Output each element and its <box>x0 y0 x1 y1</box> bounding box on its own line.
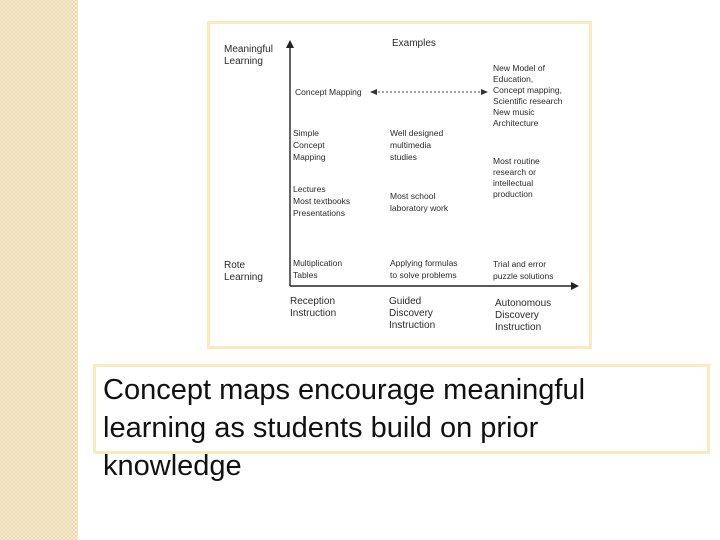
cell-line: Scientific research <box>493 96 563 106</box>
cell-line: Architecture <box>493 118 539 128</box>
cell-col3-trial-error <box>493 259 553 281</box>
y-top-line-1: Meaningful <box>224 44 273 55</box>
cell-col1-lectures <box>293 184 353 218</box>
x-label-line: Discovery <box>389 308 433 319</box>
cell-col1-multiplication <box>293 258 345 280</box>
cell-line: multimedia <box>390 140 432 150</box>
y-bottom-line-1: Rote <box>224 260 246 271</box>
cell-line: Education, <box>493 74 534 84</box>
cell-col3-routine-research <box>493 156 542 199</box>
cell-line: Presentations <box>293 208 345 218</box>
cell-line: studies <box>390 152 417 162</box>
y-axis-top-label <box>224 44 276 67</box>
slide-caption <box>103 371 703 485</box>
cell-col2-formulas <box>390 258 460 280</box>
caption-line-3: knowledge <box>103 450 242 482</box>
cell-line: Concept <box>293 140 325 150</box>
x-label-line: Guided <box>389 296 422 307</box>
cell-line: to solve problems <box>390 270 457 280</box>
cell-line: New music <box>493 107 535 117</box>
cell-line: laboratory work <box>390 203 449 213</box>
concept-map-figure <box>207 21 592 349</box>
cell-line: Simple <box>293 128 319 138</box>
cell-line: puzzle solutions <box>493 271 554 281</box>
cell-line: Mapping <box>293 152 326 162</box>
cell-line: Lectures <box>293 184 326 194</box>
cell-line: research or <box>493 167 536 177</box>
cell-line: Trial and error <box>493 259 547 269</box>
cell-line: New Model of <box>493 63 545 73</box>
cell-line: production <box>493 189 533 199</box>
cell-line: Multiplication <box>293 258 343 268</box>
x-label-line: Discovery <box>495 310 539 321</box>
arrowhead-left <box>370 89 377 95</box>
caption-line-2: learning as students build on prior <box>103 412 539 444</box>
cell-line: intellectual <box>493 178 534 188</box>
x-label-line: Instruction <box>290 308 337 319</box>
x-label-autonomous <box>495 298 554 333</box>
cell-line: Most textbooks <box>293 196 351 206</box>
decorative-side-strip <box>0 0 78 540</box>
cell-line: Applying formulas <box>390 258 458 268</box>
cell-line: Well designed <box>390 128 444 138</box>
cell-line: Most routine <box>493 156 540 166</box>
examples-label: Examples <box>392 38 436 49</box>
caption-line-1: Concept maps encourage meaningful <box>103 374 586 406</box>
y-top-line-2: Learning <box>224 56 263 67</box>
y-axis-bottom-label <box>224 260 263 283</box>
learning-continuum-diagram <box>210 24 589 346</box>
cell-col1-simple-concept-mapping <box>293 128 327 162</box>
cell-col2-multimedia <box>390 128 446 162</box>
x-label-line: Autonomous <box>495 298 552 309</box>
x-label-reception <box>290 296 338 319</box>
cell-line: Tables <box>293 270 318 280</box>
cell-line: Most school <box>390 191 436 201</box>
x-label-line: Instruction <box>389 320 436 331</box>
x-label-line: Instruction <box>495 322 542 333</box>
cell-line: Concept mapping, <box>493 85 562 95</box>
cell-col2-laboratory <box>390 191 449 213</box>
x-label-line: Reception <box>290 296 336 307</box>
arrowhead-right <box>481 89 488 95</box>
concept-mapping-label: Concept Mapping <box>295 87 362 97</box>
x-label-guided <box>389 296 436 331</box>
cell-col3-new-model <box>493 63 565 128</box>
y-bottom-line-2: Learning <box>224 272 263 283</box>
